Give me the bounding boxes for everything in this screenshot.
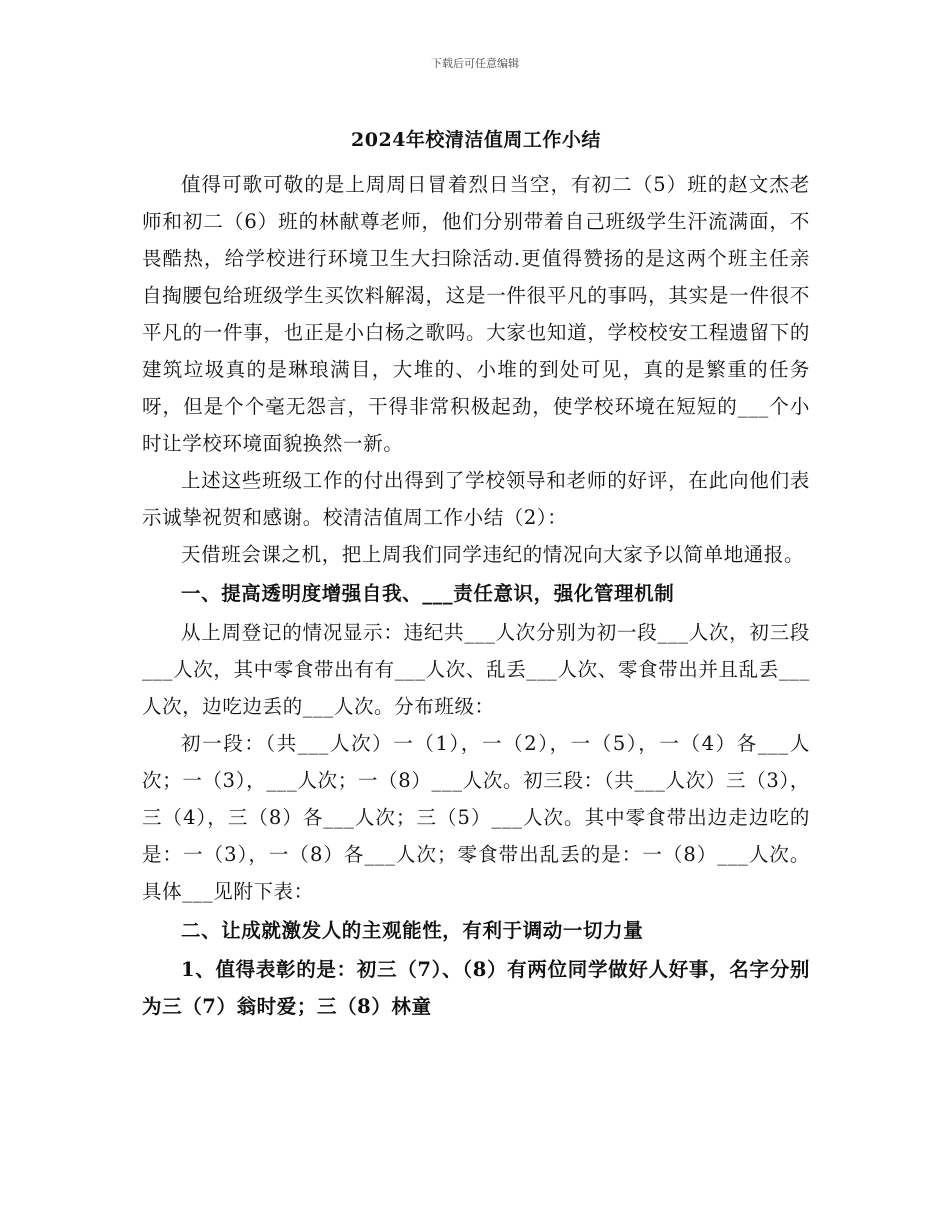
section-heading-1: 一、提高透明度增强自我、___责任意识，强化管理机制 — [181, 582, 675, 605]
paragraph: 上述这些班级工作的付出得到了学校领导和老师的好评，在此向他们表示诚挚祝贺和感谢。校清洁值周工作小结（2）： — [142, 469, 810, 529]
list-item: 1、值得表彰的是：初三（7）、（8）有两位同学做好人好事，名字分别为三（7）翁时爱；三（8）林童 — [142, 958, 810, 1018]
document-title: 2024年校清洁值周工作小结 — [351, 129, 601, 151]
section-heading-2: 二、让成就激发人的主观能性，有利于调动一切力量 — [181, 919, 644, 942]
paragraph: 天借班会课之机，把上周我们同学违纪的情况向大家予以简单地通报。 — [181, 543, 805, 566]
paragraph: 初一段：（共___人次）一（1），一（2），一（5），一（4）各___人次；一（3），___人次；一（8）___人次。初三段：（共___人次）三（3），三（4），三（8）各___人次；三（5）___人次。其中零食带出边走边吃的是：一（3），一（8）各___人次；零食带出乱丢的是：一（8）___人次。具体___见附下表： — [142, 732, 810, 903]
paragraph: 从上周登记的情况显示：违纪共___人次分别为初一段___人次，初三段___人次，其中零食带出有有___人次、乱丢___人次、零食带出并且乱丢___人次，边吃边丢的___人次。分布班级： — [142, 621, 810, 718]
paragraph: 值得可歌可敬的是上周周日冒着烈日当空，有初二（5）班的赵文杰老师和初二（6）班的林献尊老师，他们分别带着自己班级学生汗流满面，不畏酷热，给学校进行环境卫生大扫除活动.更值得赞扬的是这两个班主任亲自掏腰包给班级学生买饮料解渴，这是一件很平凡的事吗，其实是一件很不平凡的一件事，也正是小白杨之歌吗。大家也知道，学校校安工程遗留下的建筑垃圾真的是琳琅满目，大堆的、小堆的到处可见，真的是繁重的任务呀，但是个个毫无怨言，干得非常积极起劲，使学校环境在短短的___个小时让学校环境面貌换然一新。 — [142, 173, 810, 455]
document-page — [142, 120, 810, 1025]
header-note: 下载后可任意编辑 — [431, 57, 519, 70]
